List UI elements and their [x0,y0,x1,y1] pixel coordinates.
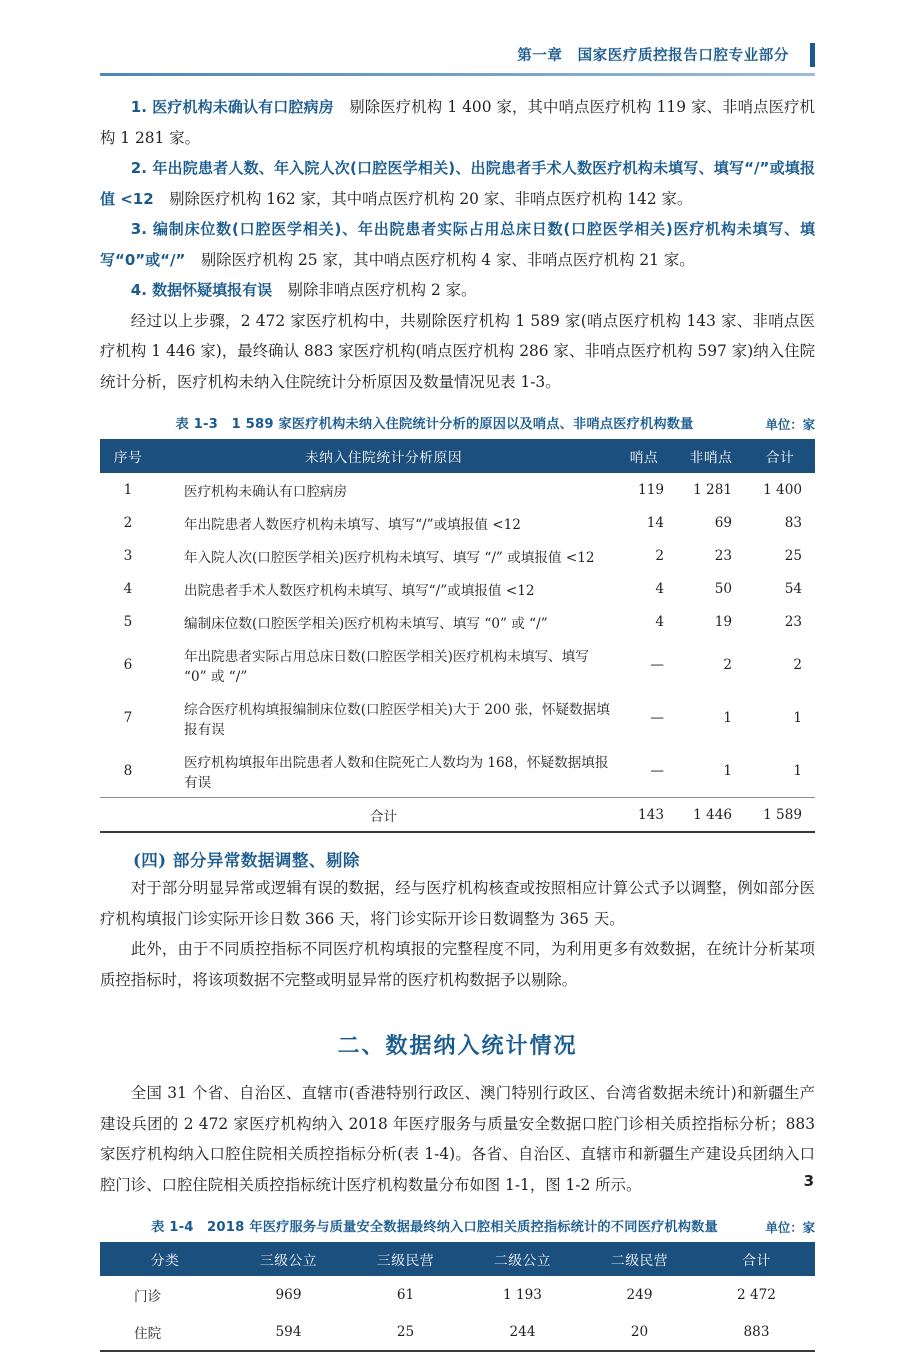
cell-sentinel: — [650,709,664,726]
paragraph-exclusion: 此外，由于不同质控指标不同医疗机构填报的完整程度不同，为利用更多有效数据，在统计分析某项质控指标时，将该项数据不完整或明显异常的医疗机构数据予以剔除。 [100,940,815,989]
cell-sentinel: 14 [646,514,664,531]
table-row [100,1313,815,1350]
header-tick-mark [810,43,815,67]
table-1-4-caption-row [100,1216,815,1238]
table-1-3-body [100,473,815,831]
cell-total-sum: 1 589 [745,798,815,832]
table-1-4-header-row [100,1242,815,1276]
cell-total-sentinel: 143 [611,798,677,832]
running-header [100,44,815,78]
col-header-non-sentinel: 非哨点 [677,439,745,473]
cell-non-sentinel: 2 [723,656,732,673]
col-header-secondary-public: 二级公立 [464,1242,581,1276]
cell-non-sentinel: 19 [714,613,732,630]
col-header-total: 合计 [745,439,815,473]
cell-total: 2 [793,656,802,673]
cell-no: 6 [123,656,133,673]
cell-sentinel: 4 [655,613,664,630]
cell-non-sentinel: 1 281 [693,481,732,498]
cell-reason: 年入院人次(口腔医学相关)医疗机构未填写、填写 “/” 或填报值 <12 [184,549,595,566]
cell-no: 3 [123,547,133,564]
section-heading-two: 二、数据纳入统计情况 [337,1034,578,1060]
cell-tertiary-private: 61 [396,1286,415,1303]
cell-reason: 出院患者手术人数医疗机构未填写、填写“/”或填报值 <12 [184,582,535,599]
cell-sentinel: — [650,762,664,779]
cell-secondary-public: 1 193 [503,1286,542,1303]
table-1-3-header-row [100,439,815,473]
cell-total: 83 [784,514,802,531]
table-1-3-caption: 表 1-3 1 589 家医疗机构未纳入住院统计分析的原因以及哨点、非哨点医疗机构数量 [175,417,694,432]
cell-category: 住院 [134,1325,162,1342]
table-1-4-block [100,1216,815,1352]
table-1-4-head [100,1242,815,1276]
col-header-no: 序号 [100,439,156,473]
cell-reason: 医疗机构填报年出院患者人数和住院死亡人数均为 168，怀疑数据填报有误 [184,754,609,791]
cell-reason: 编制床位数(口腔医学相关)医疗机构未填写、填写 “0” 或 “/” [184,615,548,632]
col-header-category: 分类 [100,1242,230,1276]
cell-no: 5 [123,613,133,630]
cell-total: 23 [784,613,802,630]
cell-no: 8 [123,762,133,779]
cell-secondary-private: 249 [626,1286,653,1303]
cell-total: 54 [784,580,802,597]
cell-reason: 综合医疗机构填报编制床位数(口腔医学相关)大于 200 张，怀疑数据填报有误 [184,701,610,738]
cell-no: 2 [123,514,133,531]
table-1-4 [100,1242,815,1350]
list-item-4-text: 剔除非哨点医疗机构 2 家。 [272,281,477,299]
paragraph-adjustment: 对于部分明显异常或逻辑有误的数据，经与医疗机构核查或按照相应计算公式予以调整，例如部分医疗机构填报门诊实际开诊日数 366 天，将门诊实际开诊日数调整为 365 天。 [100,879,815,928]
cell-sum: 2 472 [737,1286,776,1303]
list-item-4 [100,275,815,306]
list-item-1-text: 剔除医疗机构 1 400 家，其中哨点医疗机构 119 家、非哨点医疗机构 1 281 家。 [100,98,816,147]
cell-category: 门诊 [134,1288,162,1305]
cell-non-sentinel: 1 [723,709,732,726]
col-header-tertiary-private: 三级民营 [347,1242,464,1276]
cell-sentinel: 119 [638,481,664,498]
table-1-4-caption: 表 1-4 2018 年医疗服务与质量安全数据最终纳入口腔相关质控指标统计的不同医疗机构数量 [151,1220,718,1236]
cell-secondary-public: 244 [509,1323,536,1340]
list-item-2-lead: 2. 年出院患者人数、年入院人次(口腔医学相关)、出院患者手术人数医疗机构未填写、填写“/”或填报值 <12 [100,159,815,208]
header-divider-rule [100,73,815,76]
list-item-1-lead: 1. 医疗机构未确认有口腔病房 [130,98,334,116]
cell-tertiary-private: 25 [396,1323,415,1340]
cell-no: 1 [123,481,133,498]
cell-sentinel: 4 [655,580,664,597]
cell-total-label: 合计 [156,798,611,832]
cell-no: 7 [123,709,133,726]
table-1-4-unit: 单位：家 [765,1220,815,1236]
col-header-reason: 未纳入住院统计分析原因 [156,439,611,473]
cell-non-sentinel: 69 [714,514,732,531]
table-1-3-caption-row [100,413,815,435]
list-item-3 [100,214,815,275]
list-item-2 [100,153,815,214]
table-1-3-block [100,413,815,833]
cell-sentinel: — [650,656,664,673]
table-row [100,1276,815,1313]
cell-reason: 年出院患者人数医疗机构未填写、填写“/”或填报值 <12 [184,516,521,533]
page-content [100,92,815,1352]
col-header-sentinel: 哨点 [611,439,677,473]
cell-tertiary-public: 969 [275,1286,302,1303]
cell-total: 1 [793,709,802,726]
table-row [100,638,815,691]
table-row [100,572,815,605]
cell-non-sentinel: 23 [714,547,732,564]
cell-reason: 年出院患者实际占用总床日数(口腔医学相关)医疗机构未填写、填写 “0” 或 “/” [184,648,589,685]
list-item-3-lead: 3. 编制床位数(口腔医学相关)、年出院患者实际占用总床日数(口腔医学相关)医疗机构未填写、填写“0”或“/” [100,220,815,269]
cell-secondary-private: 20 [630,1323,649,1340]
table-row [100,691,815,744]
table-1-3-unit: 单位：家 [765,417,815,432]
table-row [100,473,815,506]
col-header-sum: 合计 [698,1242,815,1276]
chapter-title: 第一章 国家医疗质控报告口腔专业部分 [517,48,789,64]
table-1-3-bottom-rule [100,831,815,833]
cell-no: 4 [123,580,133,597]
paragraph-scope: 全国 31 个省、自治区、直辖市(香港特别行政区、澳门特别行政区、台湾省数据未统计)和新疆生产建设兵团的 2 472 家医疗机构纳入 2018 年医疗服务与质量安全数据口腔门诊相关质控指标分析；883 家医疗机构纳入口腔住院相关质控指标分析(表 1-4)。各省、自治区、直辖市和新疆生产建设兵团纳入口腔门诊、口腔住院相关质控指标统计医疗机构数量分布如图 1-1，图 1-2 所示。 [100,1084,815,1194]
cell-non-sentinel: 1 [723,762,732,779]
cell-reason: 医疗机构未确认有口腔病房 [184,483,348,500]
table-row [100,506,815,539]
table-1-3 [100,439,815,831]
cell-sentinel: 2 [655,547,664,564]
table-total-row [100,798,815,832]
col-header-tertiary-public: 三级公立 [230,1242,347,1276]
table-row [100,744,815,798]
list-item-4-lead: 4. 数据怀疑填报有误 [130,281,273,299]
cell-total: 25 [784,547,802,564]
summary-paragraph: 经过以上步骤，2 472 家医疗机构中，共剔除医疗机构 1 589 家(哨点医疗机构 143 家、非哨点医疗机构 1 446 家)，最终确认 883 家医疗机构(哨点医疗机构 286 家、非哨点医疗机构 597 家)纳入住院统计分析，医疗机构未纳入住院统计分析原因及数量情况见表 1-3。 [100,311,815,391]
table-row [100,605,815,638]
cell-total: 1 400 [763,481,802,498]
table-1-4-body [100,1276,815,1350]
cell-non-sentinel: 50 [714,580,732,597]
subheading-four: (四) 部分异常数据调整、剔除 [133,851,360,871]
list-item-3-text: 剔除医疗机构 25 家，其中哨点医疗机构 4 家、非哨点医疗机构 21 家。 [185,250,695,269]
cell-total-spacer [100,798,156,832]
table-1-3-head [100,439,815,473]
col-header-secondary-private: 二级民营 [581,1242,698,1276]
page-number: 3 [803,1172,814,1190]
cell-total: 1 [793,762,802,779]
list-item-2-text: 剔除医疗机构 162 家，其中哨点医疗机构 20 家、非哨点医疗机构 142 家。 [153,189,693,208]
table-row [100,539,815,572]
cell-total-non-sentinel: 1 446 [677,798,745,832]
list-item-1 [100,92,815,153]
cell-sum: 883 [743,1323,770,1340]
cell-tertiary-public: 594 [275,1323,302,1340]
